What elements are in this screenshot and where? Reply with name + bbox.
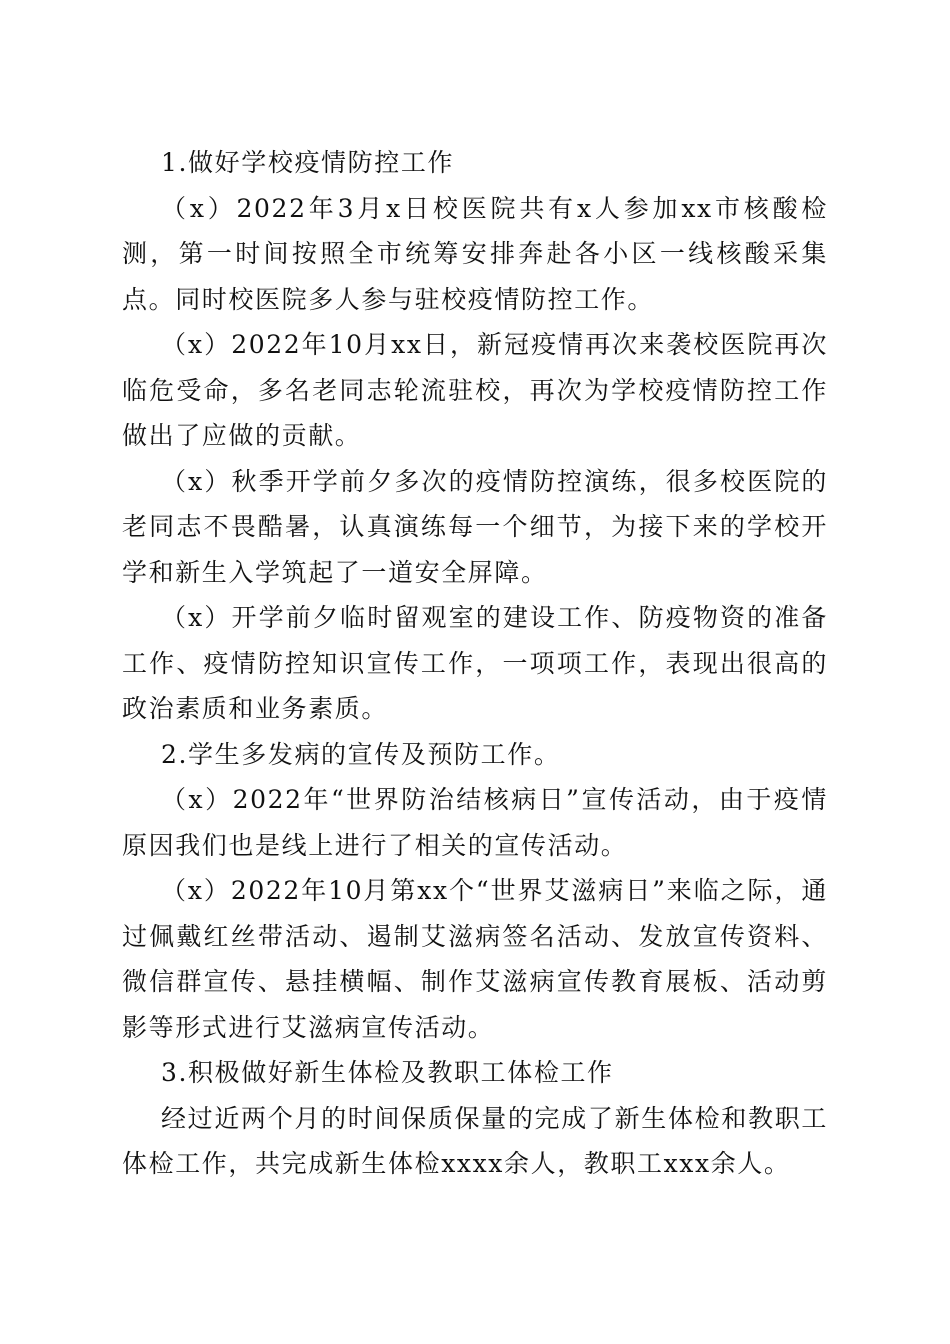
paragraph-autumn-drills: （x）秋季开学前夕多次的疫情防控演练，很多校医院的老同志不畏酷暑，认真演练每一个细节，为接下来的学校开学和新生入学筑起了一道安全屏障。 — [122, 466, 828, 587]
document-body — [122, 140, 828, 1187]
paragraph-exam-results: 经过近两个月的时间保质保量的完成了新生体检和教职工体检工作，共完成新生体检xxxx余人，教职工xxx余人。 — [122, 1103, 828, 1178]
paragraph-nucleic-acid-testing: （x）2022年3月x日校医院共有x人参加xx市核酸检测，第一时间按照全市统筹安排奔赴各小区一线核酸采集点。同时校医院多人参与驻校疫情防控工作。 — [122, 193, 828, 314]
paragraph-tuberculosis-day: （x）2022年“世界防治结核病日”宣传活动，由于疫情原因我们也是线上进行了相关的宣传活动。 — [122, 785, 828, 860]
heading-2-disease-prevention: 2.学生多发病的宣传及预防工作。 — [161, 739, 561, 769]
paragraph-aids-day: （x）2022年10月第xx个“世界艾滋病日”来临之际，通过佩戴红丝带活动、遏制艾滋病签名活动、发放宣传资料、微信群宣传、悬挂横幅、制作艾滋病宣传教育展板、活动剪影等形式进行艾滋病宣传活动。 — [122, 876, 828, 1042]
paragraph-october-outbreak: （x）2022年10月xx日，新冠疫情再次来袭校医院再次临危受命，多名老同志轮流驻校，再次为学校疫情防控工作做出了应做的贡献。 — [122, 330, 828, 450]
heading-3-physical-exams: 3.积极做好新生体检及教职工体检工作 — [161, 1058, 614, 1087]
heading-1-epidemic-prevention: 1.做好学校疫情防控工作 — [161, 148, 455, 177]
paragraph-observation-room: （x）开学前夕临时留观室的建设工作、防疫物资的准备工作、疫情防控知识宣传工作，一项项工作，表现出很高的政治素质和业务素质。 — [122, 603, 828, 723]
